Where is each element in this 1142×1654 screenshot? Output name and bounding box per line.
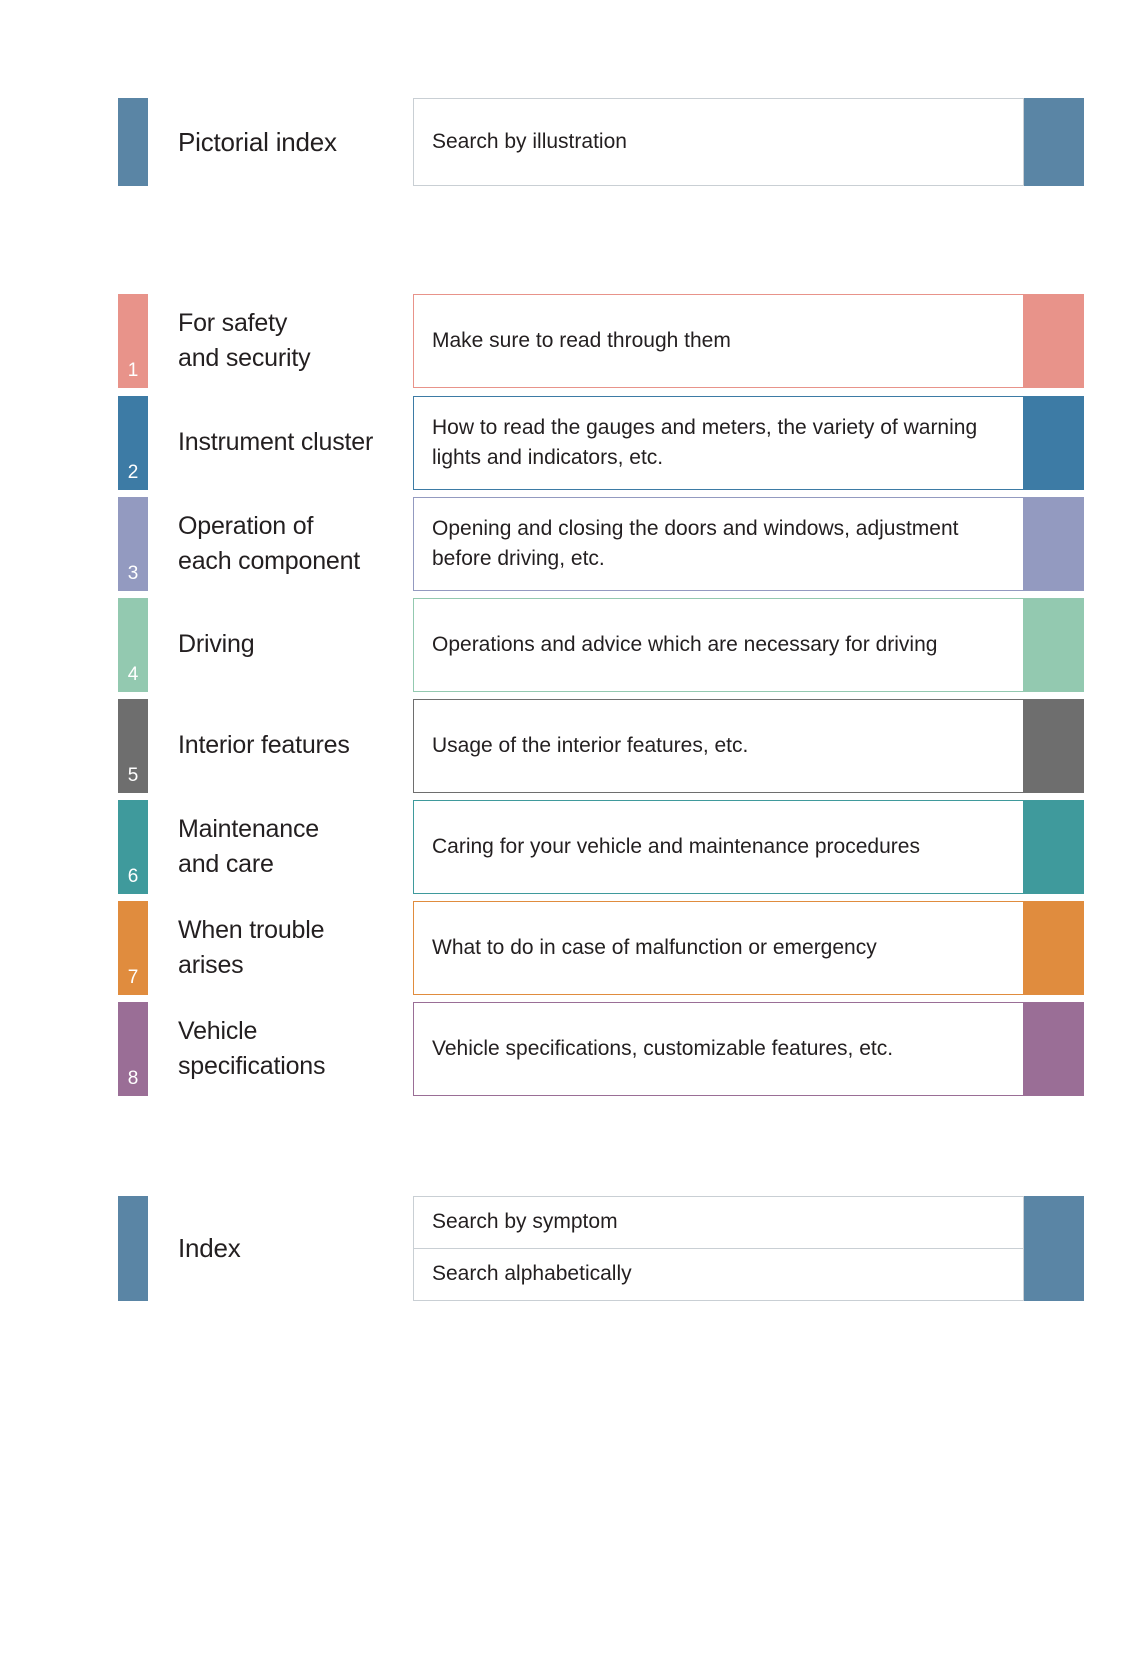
chapter-description: Opening and closing the doors and windows, adjustment before driving, etc. [413,497,1024,591]
index-description-group [413,1196,1024,1301]
chapter-end-chip [1024,901,1084,995]
index-item-alphabetical[interactable]: Search alphabetically [413,1249,1024,1302]
chapter-title-line: specifications [178,1052,326,1080]
chapter-title-line: each component [178,547,361,575]
chapter-row[interactable] [118,598,1084,692]
chapter-end-chip [1024,598,1084,692]
index-end-chip [1024,1196,1084,1301]
pictorial-index-title-text: Pictorial index [178,126,337,157]
chapter-description: Caring for your vehicle and maintenance procedures [413,800,1024,894]
chapter-row[interactable] [118,1002,1084,1096]
chapter-title [148,901,413,995]
index-title [148,1196,413,1301]
chapter-number: 8 [127,1068,139,1089]
index-item-symptom[interactable]: Search by symptom [413,1196,1024,1249]
pictorial-index-color-chip [118,98,148,186]
chapter-description: Usage of the interior features, etc. [413,699,1024,793]
chapter-color-chip [118,598,148,692]
chapter-color-chip [118,800,148,894]
chapter-row[interactable] [118,699,1084,793]
chapter-end-chip [1024,800,1084,894]
pictorial-index-description: Search by illustration [413,98,1024,186]
chapter-title-line: Operation of [178,511,314,540]
chapter-end-chip [1024,1002,1084,1096]
pictorial-index-row[interactable] [118,98,1084,186]
chapter-title-line: and care [178,850,274,878]
chapter-title [148,294,413,388]
chapter-title [148,497,413,591]
chapter-number: 6 [127,866,139,887]
chapter-end-chip [1024,497,1084,591]
chapter-row[interactable] [118,294,1084,388]
chapter-number: 2 [127,462,139,483]
chapter-title [148,800,413,894]
chapter-title [148,396,413,490]
chapter-color-chip [118,901,148,995]
chapter-number: 4 [127,664,139,685]
chapter-number: 5 [127,765,139,786]
chapter-description: How to read the gauges and meters, the variety of warning lights and indicators, etc. [413,396,1024,490]
chapter-description: Make sure to read through them [413,294,1024,388]
chapter-end-chip [1024,396,1084,490]
chapter-title-line: Interior features [178,731,350,760]
chapter-title-line: Vehicle [178,1016,258,1045]
chapter-row[interactable] [118,800,1084,894]
chapter-title-line: Instrument cluster [178,428,374,457]
pictorial-index-end-chip [1024,98,1084,186]
chapter-title [148,598,413,692]
chapter-color-chip [118,294,148,388]
chapter-title-line: Maintenance [178,814,319,843]
index-row[interactable] [118,1196,1084,1301]
chapter-row[interactable] [118,396,1084,490]
chapter-title-line: For safety [178,308,288,337]
chapter-description: Operations and advice which are necessary for driving [413,598,1024,692]
chapter-row[interactable] [118,901,1084,995]
chapter-title-line: arises [178,951,244,979]
pictorial-index-title [148,98,413,186]
chapter-title [148,699,413,793]
chapter-title [148,1002,413,1096]
chapter-number: 3 [127,563,139,584]
chapter-title-line: When trouble [178,915,325,944]
chapter-end-chip [1024,699,1084,793]
chapter-row[interactable] [118,497,1084,591]
chapter-end-chip [1024,294,1084,388]
index-color-chip [118,1196,148,1301]
chapter-color-chip [118,396,148,490]
index-title-text: Index [178,1233,241,1264]
chapter-color-chip [118,1002,148,1096]
chapter-number: 7 [127,967,139,988]
chapter-description: Vehicle specifications, customizable features, etc. [413,1002,1024,1096]
chapter-title-line: Driving [178,630,255,659]
chapter-title-line: and security [178,344,311,372]
chapter-color-chip [118,699,148,793]
chapter-number: 1 [127,360,139,381]
chapter-color-chip [118,497,148,591]
chapter-description: What to do in case of malfunction or emergency [413,901,1024,995]
